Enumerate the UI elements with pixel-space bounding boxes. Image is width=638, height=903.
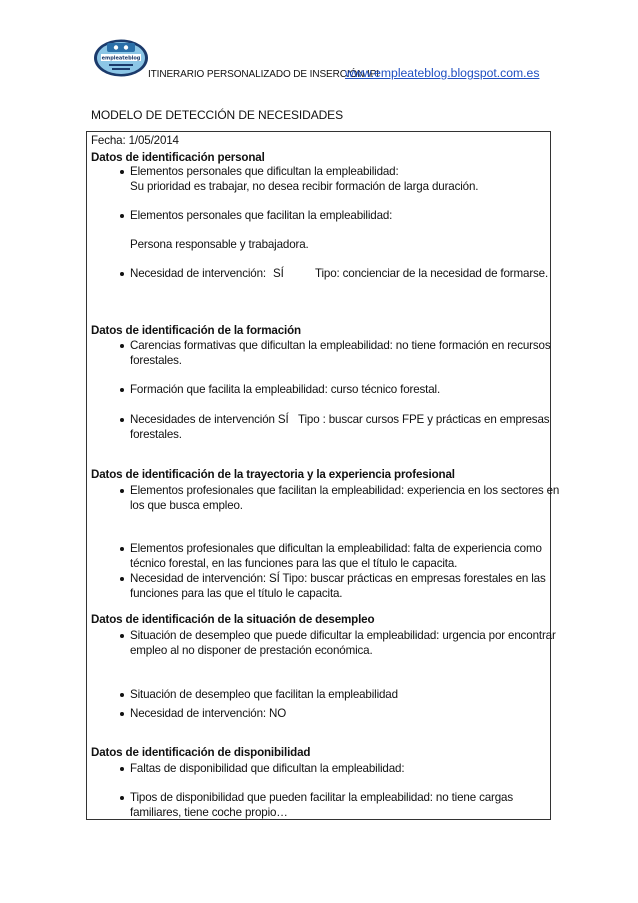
bullet-icon [120, 344, 124, 348]
section-heading-desempleo: Datos de identificación de la situación de desempleo [91, 613, 375, 626]
list-item: Elementos profesionales que dificultan la empleabilidad: falta de experiencia como [130, 542, 542, 555]
date-line: Fecha: 1/05/2014 [91, 134, 179, 147]
list-item-continuation: forestales. [130, 428, 182, 441]
bullet-icon [120, 577, 124, 581]
list-item-continuation: Su prioridad es trabajar, no desea recibir formación de larga duración. [130, 180, 479, 193]
bullet-icon [120, 170, 124, 174]
section-heading-trayectoria: Datos de identificación de la trayectoria y la experiencia profesional [91, 468, 455, 481]
section-heading-formacion: Datos de identificación de la formación [91, 324, 301, 337]
bullet-icon [120, 712, 124, 716]
list-item: Situación de desempleo que facilitan la empleabilidad [130, 688, 398, 701]
list-item-continuation: Persona responsable y trabajadora. [130, 238, 309, 251]
list-item: Carencias formativas que dificultan la empleabilidad: no tiene formación en recursos [130, 339, 551, 352]
bullet-icon [120, 796, 124, 800]
list-item: Necesidad de intervención: NO [130, 707, 287, 720]
list-item: Faltas de disponibilidad que dificultan la empleabilidad: [130, 762, 405, 775]
logo-text: empleateblog [101, 55, 141, 62]
intervention-value: SÍ [273, 267, 284, 280]
header-link[interactable]: www.empleateblog.blogspot.com.es [345, 66, 540, 80]
list-item: Necesidad de intervención: [130, 267, 266, 280]
list-item: Necesidades de intervención SÍ [130, 413, 289, 426]
list-item: Situación de desempleo que puede dificultar la empleabilidad: urgencia por encontrar [130, 629, 556, 642]
list-item: Elementos personales que facilitan la empleabilidad: [130, 209, 393, 222]
list-item-continuation: forestales. [130, 354, 182, 367]
section-heading-personal: Datos de identificación personal [91, 151, 265, 164]
bullet-icon [120, 693, 124, 697]
list-item-continuation: técnico forestal, en las funciones para las que el título le capacita. [130, 557, 458, 570]
intervention-type: Tipo : buscar cursos FPE y prácticas en empresas [298, 413, 550, 426]
list-item-continuation: los que busca empleo. [130, 499, 243, 512]
section-heading-disponibilidad: Datos de identificación de disponibilidad [91, 746, 311, 759]
list-item: Elementos personales que dificultan la empleabilidad: [130, 165, 399, 178]
list-item: Tipos de disponibilidad que pueden facilitar la empleabilidad: no tiene cargas [130, 791, 513, 804]
intervention-type: Tipo: concienciar de la necesidad de formarse. [315, 267, 549, 280]
bullet-icon [120, 418, 124, 422]
bullet-icon [120, 547, 124, 551]
bullet-icon [120, 214, 124, 218]
bullet-icon [120, 634, 124, 638]
document-title: MODELO DE DETECCIÓN DE NECESIDADES [91, 108, 343, 122]
list-item: Elementos profesionales que facilitan la empleabilidad: experiencia en los sectores en [130, 484, 560, 497]
header-title: ITINERARIO PERSONALIZADO DE INSERCIÓN IPI [148, 69, 379, 80]
list-item: Necesidad de intervención: SÍ Tipo: buscar prácticas en empresas forestales en las [130, 572, 546, 585]
list-item-continuation: funciones para las que el título le capacita. [130, 587, 343, 600]
bullet-icon [120, 388, 124, 392]
bullet-icon [120, 489, 124, 493]
bullet-icon [120, 767, 124, 771]
list-item-continuation: empleo al no disponer de prestación económica. [130, 644, 373, 657]
bullet-icon [120, 272, 124, 276]
list-item: Formación que facilita la empleabilidad: curso técnico forestal. [130, 383, 441, 396]
list-item-continuation: familiares, tiene coche propio… [130, 806, 288, 819]
needs-detection-box [86, 131, 560, 820]
blog-logo [92, 38, 150, 78]
